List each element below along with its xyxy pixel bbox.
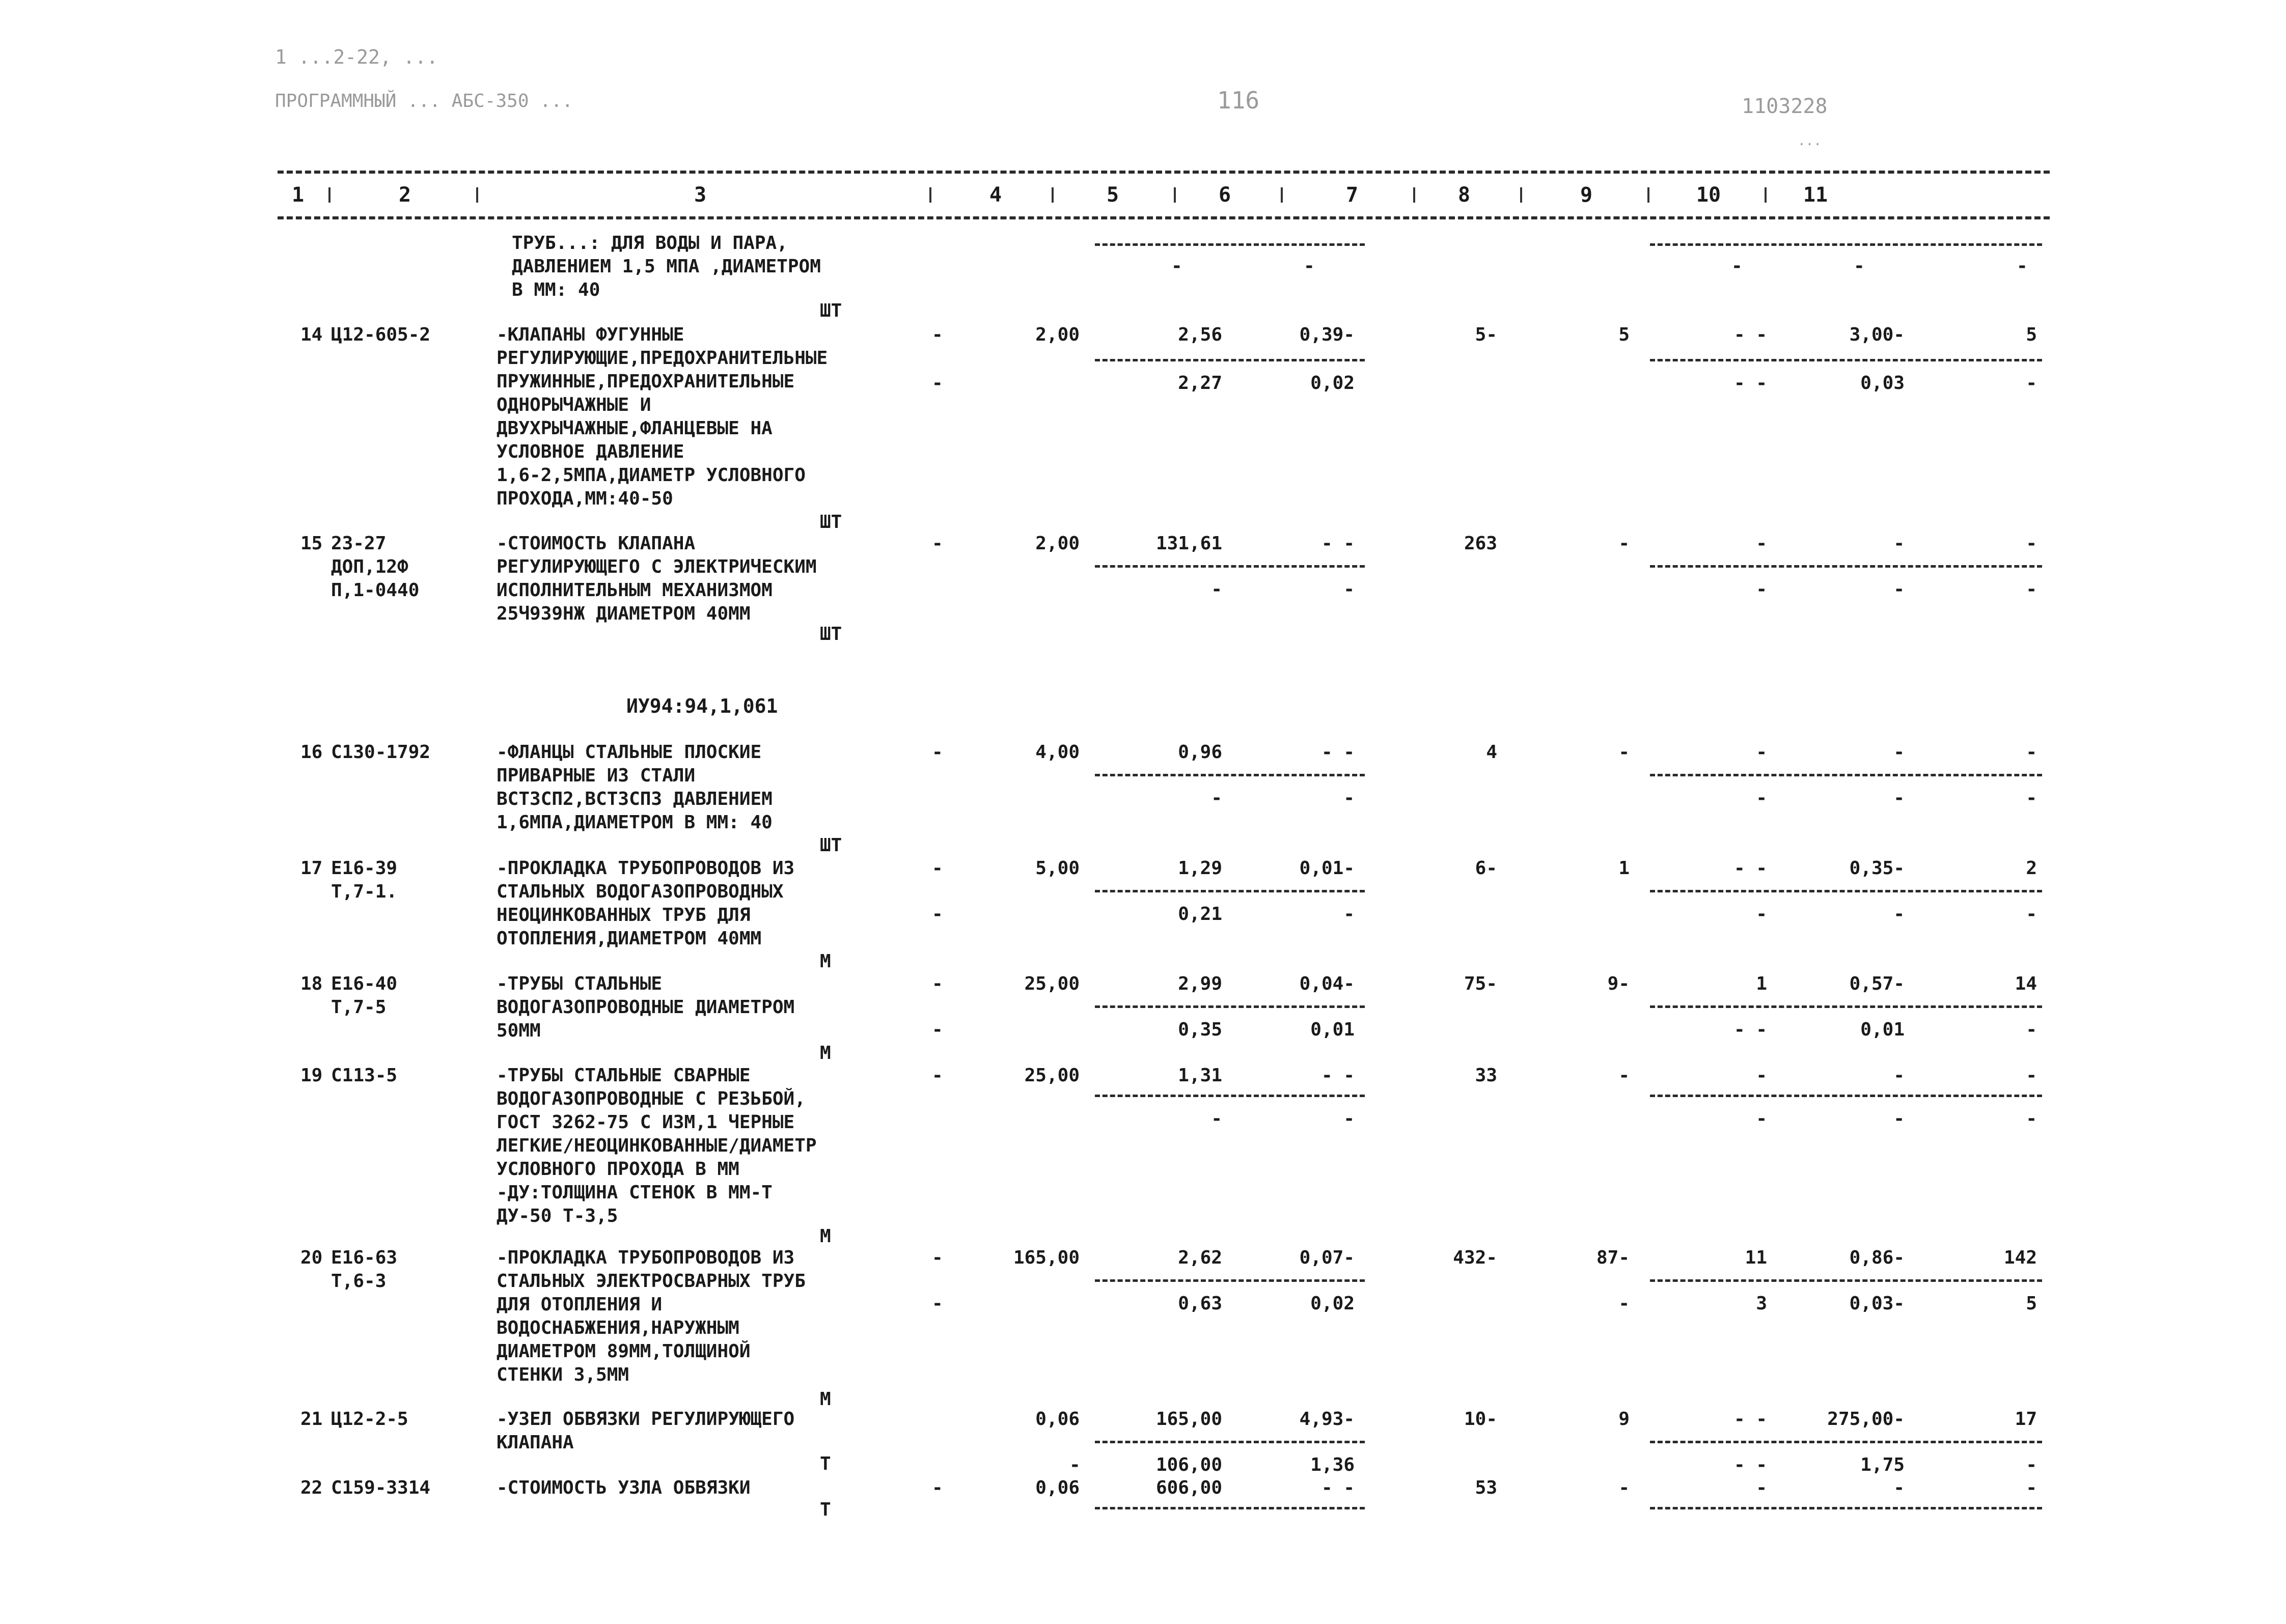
cell-c5a: 165,00 xyxy=(1155,1409,1222,1430)
cell-c11b: - xyxy=(2026,1108,2037,1129)
cell-c4a: - xyxy=(932,324,943,345)
col-head-5: 5 xyxy=(1106,183,1119,207)
cell-c8: - xyxy=(1618,742,1630,763)
row-unit: М xyxy=(820,1043,831,1063)
cell-c9b: - xyxy=(1731,256,1743,276)
col-head-7: 7 xyxy=(1345,183,1359,207)
row-unit: ШТ xyxy=(820,624,842,645)
cell-c5a: 2,99 xyxy=(1178,973,1222,994)
cell-c10b: 0,01 xyxy=(1860,1019,1905,1040)
column-header-row xyxy=(278,183,2050,209)
col-sep xyxy=(1413,187,1415,203)
cell-c4a: - xyxy=(932,1247,943,1268)
cell-c7: 53 xyxy=(1475,1477,1497,1498)
cell-c5a: 2,62 xyxy=(1178,1247,1222,1268)
col-head-1: 1 xyxy=(291,183,305,207)
row-name: -ТРУБЫ СТАЛЬНЫЕ ВОДОГАЗОПРОВОДНЫЕ ДИАМЕТРОМ 50ММ xyxy=(497,973,795,1041)
row-name: -ПРОКЛАДКА ТРУБОПРОВОДОВ ИЗ СТАЛЬНЫХ ВОДОГАЗОПРОВОДНЫХ НЕОЦИНКОВАННЫХ ТРУБ ДЛЯ ОТОПЛЕНИЯ,ДИАМЕТРОМ 40ММ xyxy=(497,858,795,949)
cell-c8: 9- xyxy=(1607,973,1630,994)
cell-c11b: - xyxy=(2026,1454,2037,1475)
subtotal-rule xyxy=(1095,1095,1365,1097)
row-number: 16 xyxy=(300,742,323,763)
cell-c11a: 14 xyxy=(2015,973,2037,994)
cell-c5a: 606,00 xyxy=(1155,1477,1222,1498)
subtotal-rule xyxy=(1650,774,2042,776)
row-code: С159-3314 xyxy=(331,1477,431,1498)
cell-c5a: 131,61 xyxy=(1155,533,1222,554)
subtotal-rule xyxy=(1095,774,1365,776)
cell-c11b: - xyxy=(2026,788,2037,808)
cell-c9b: - - xyxy=(1733,1454,1767,1475)
subtotal-rule xyxy=(1650,1005,2042,1008)
col-head-2: 2 xyxy=(398,183,411,207)
cell-c10b: - xyxy=(1893,579,1905,600)
cell-c5b: - xyxy=(1171,256,1182,276)
row-unit: ШТ xyxy=(820,300,842,321)
row-name: -КЛАПАНЫ ФУГУННЫЕ РЕГУЛИРУЮЩИЕ,ПРЕДОХРАНИТЕЛЬНЫЕ ПРУЖИННЫЕ,ПРЕДОХРАНИТЕЛЬНЫЕ ОДНОРЫЧАЖНЫЕ И ДВУХРЫЧАЖНЫЕ,ФЛАНЦЕВЫЕ НА УСЛОВНОЕ ДАВЛЕНИЕ 1,6-2,5МПА,ДИАМЕТР УСЛОВНОГО ПРОХОДА,ММ:40-50 xyxy=(497,324,828,509)
cell-c10a: 0,57- xyxy=(1849,973,1905,994)
cell-c8: 1 xyxy=(1618,858,1630,879)
row-code: Е16-40 Т,7-5 xyxy=(331,973,398,1018)
cell-c9b: - xyxy=(1756,904,1767,925)
cell-c4a: - xyxy=(932,858,943,879)
subtotal-rule xyxy=(1650,1507,2042,1509)
cell-quantity: 2,00 xyxy=(1035,533,1080,554)
cell-c11b: - xyxy=(2026,373,2037,394)
cell-c11a: - xyxy=(2026,1065,2037,1086)
cell-c7: 6- xyxy=(1475,858,1497,879)
cell-c6b: 0,02 xyxy=(1310,373,1355,394)
cell-c6b: 0,01 xyxy=(1310,1019,1355,1040)
col-head-9: 9 xyxy=(1580,183,1593,207)
cell-c10a: 0,35- xyxy=(1849,858,1905,879)
cell-c10b: - xyxy=(1893,788,1905,808)
cell-c9b: - xyxy=(1756,788,1767,808)
row-code: Е16-39 Т,7-1. xyxy=(331,858,398,902)
cell-c4a: - xyxy=(932,1477,943,1498)
cell-c11b: - xyxy=(2026,579,2037,600)
col-head-6: 6 xyxy=(1218,183,1231,207)
cell-quantity: 165,00 xyxy=(1013,1247,1080,1268)
row-code: С113-5 xyxy=(331,1065,398,1086)
row-unit: ШТ xyxy=(820,835,842,856)
row-unit: Т xyxy=(820,1499,831,1520)
cell-c10a: - xyxy=(1893,533,1905,554)
cell-c10a: 0,86- xyxy=(1849,1247,1905,1268)
cell-c11a: - xyxy=(2026,1477,2037,1498)
cell-c6b: - xyxy=(1304,256,1315,276)
cell-c10a: 275,00- xyxy=(1827,1409,1905,1430)
cell-quantity: 25,00 xyxy=(1024,1065,1080,1086)
cell-c9a: - - xyxy=(1733,858,1767,879)
cell-c4b: - xyxy=(932,373,943,394)
cell-c9a: 11 xyxy=(1745,1247,1767,1268)
cell-c5b: 0,35 xyxy=(1178,1019,1222,1040)
cell-c5b: - xyxy=(1211,579,1222,600)
cell-c4b: - xyxy=(932,1293,943,1314)
cell-c11a: 142 xyxy=(2003,1247,2037,1268)
subtotal-rule xyxy=(1650,1095,2042,1097)
cell-c8: 5 xyxy=(1618,324,1630,345)
col-head-4: 4 xyxy=(989,183,1002,207)
subtotal-rule xyxy=(1095,890,1365,892)
row-code: Е16-63 Т,6-3 xyxy=(331,1247,398,1292)
cell-c9a: 1 xyxy=(1756,973,1767,994)
cell-c5b: 106,00 xyxy=(1155,1454,1222,1475)
cell-c8: - xyxy=(1618,1065,1630,1086)
page-number: 116 xyxy=(1217,87,1260,114)
subtotal-rule xyxy=(1095,243,1365,246)
cell-c9a: - xyxy=(1756,1477,1767,1498)
cell-c5b: - xyxy=(1211,1108,1222,1129)
cell-c6b: 1,36 xyxy=(1310,1454,1355,1475)
cell-c11b: 5 xyxy=(2026,1293,2037,1314)
subtotal-rule xyxy=(1650,1279,2042,1282)
row-unit: ШТ xyxy=(820,512,842,533)
cell-c7: 432- xyxy=(1453,1247,1497,1268)
document-mark: ... xyxy=(1798,133,1822,149)
cell-c7: 33 xyxy=(1475,1065,1497,1086)
cell-c7: 5- xyxy=(1475,324,1497,345)
cell-c5b: 0,63 xyxy=(1178,1293,1222,1314)
cell-c4a: - xyxy=(932,1065,943,1086)
cell-c7: 10- xyxy=(1464,1409,1497,1430)
col-head-3: 3 xyxy=(694,183,707,207)
top-rule xyxy=(278,171,2050,174)
cell-c8: - xyxy=(1618,1477,1630,1498)
cell-c4b: - xyxy=(932,904,943,925)
col-head-8: 8 xyxy=(1457,183,1471,207)
cell-c4b: - xyxy=(932,1019,943,1040)
cell-c4a: - xyxy=(932,973,943,994)
row-unit: Т xyxy=(820,1453,831,1474)
col-sep xyxy=(476,187,478,203)
cell-c9a: - xyxy=(1756,1065,1767,1086)
cell-c11a: - xyxy=(2026,533,2037,554)
cell-c9b: 3 xyxy=(1756,1293,1767,1314)
col-sep xyxy=(929,187,931,203)
cell-c11a: - xyxy=(2026,742,2037,763)
cell-c10b: - xyxy=(1893,904,1905,925)
row-name: -ПРОКЛАДКА ТРУБОПРОВОДОВ ИЗ СТАЛЬНЫХ ЭЛЕКТРОСВАРНЫХ ТРУБ ДЛЯ ОТОПЛЕНИЯ И ВОДОСНАБЖЕНИЯ,НАРУЖНЫМ ДИАМЕТРОМ 89ММ,ТОЛЩИНОЙ СТЕНКИ 3,5ММ xyxy=(497,1247,806,1385)
subtotal-rule xyxy=(1095,1441,1365,1443)
col-sep xyxy=(1174,187,1176,203)
cell-quantity: 25,00 xyxy=(1024,973,1080,994)
row-unit: М xyxy=(820,951,831,972)
cell-c8: - xyxy=(1618,533,1630,554)
subtotal-rule xyxy=(1650,565,2042,568)
row-code: Ц12-605-2 xyxy=(331,324,431,345)
cell-c4b: - xyxy=(1069,1454,1081,1475)
subtotal-rule xyxy=(1095,1005,1365,1008)
subtotal-rule xyxy=(1095,359,1365,361)
cell-c9a: - xyxy=(1756,533,1767,554)
cell-c5a: 1,31 xyxy=(1178,1065,1222,1086)
row-number: 22 xyxy=(300,1477,323,1498)
section-mark: ИУ94:94,1,061 xyxy=(626,695,778,717)
cell-c6b: 0,02 xyxy=(1310,1293,1355,1314)
subtotal-rule xyxy=(1650,243,2042,246)
subtotal-rule xyxy=(1095,1279,1365,1282)
cell-c6a: 4,93- xyxy=(1299,1409,1355,1430)
cell-c6a: - - xyxy=(1321,1477,1355,1498)
cell-c11a: 2 xyxy=(2026,858,2037,879)
header-bottom-rule xyxy=(278,216,2050,219)
cell-c10b: 1,75 xyxy=(1860,1454,1905,1475)
subtotal-rule xyxy=(1650,1441,2042,1443)
cell-c9b: - xyxy=(1756,1108,1767,1129)
cell-c6b: - xyxy=(1343,788,1355,808)
cell-c4a: - xyxy=(932,742,943,763)
row-code: Ц12-2-5 xyxy=(331,1409,408,1430)
row-name: -СТОИМОСТЬ УЗЛА ОБВЯЗКИ xyxy=(497,1477,751,1498)
cell-c6a: 0,39- xyxy=(1299,324,1355,345)
row-name: -УЗЕЛ ОБВЯЗКИ РЕГУЛИРУЮЩЕГО КЛАПАНА xyxy=(497,1409,795,1453)
cell-c11b: - xyxy=(2017,256,2028,276)
header-line-1: 1 ...2-22, ... xyxy=(275,46,438,68)
cell-c10b: 0,03- xyxy=(1849,1293,1905,1314)
col-sep xyxy=(328,187,330,203)
cell-quantity: 2,00 xyxy=(1035,324,1080,345)
cell-c10b: - xyxy=(1854,256,1865,276)
cell-c7: 75- xyxy=(1464,973,1497,994)
cell-c8: 87- xyxy=(1596,1247,1630,1268)
subtotal-rule xyxy=(1095,565,1365,568)
cell-c6a: 0,04- xyxy=(1299,973,1355,994)
header-line-2: ПРОГРАММНЫЙ ... АБС-350 ... xyxy=(275,91,573,111)
cell-quantity: 0,06 xyxy=(1035,1409,1080,1430)
cell-c6b: - xyxy=(1343,904,1355,925)
cell-c5a: 0,96 xyxy=(1178,742,1222,763)
cell-c10a: - xyxy=(1893,1065,1905,1086)
cell-c8: 9 xyxy=(1618,1409,1630,1430)
row-number: 14 xyxy=(300,324,323,345)
row-number: 20 xyxy=(300,1247,323,1268)
cell-c6a: - - xyxy=(1321,742,1355,763)
row-name: -СТОИМОСТЬ КЛАПАНА РЕГУЛИРУЮЩЕГО С ЭЛЕКТРИЧЕСКИМ ИСПОЛНИТЕЛЬНЫМ МЕХАНИЗМОМ 25Ч939НЖ ДИАМЕТРОМ 40ММ xyxy=(497,533,817,624)
cell-c9b: - xyxy=(1756,579,1767,600)
col-sep xyxy=(1647,187,1649,203)
cell-c6a: - - xyxy=(1321,533,1355,554)
col-head-10: 10 xyxy=(1696,183,1721,207)
cell-c9b: - - xyxy=(1733,373,1767,394)
cell-c5b: 2,27 xyxy=(1178,373,1222,394)
cell-quantity: 4,00 xyxy=(1035,742,1080,763)
row-number: 21 xyxy=(300,1409,323,1430)
cell-c6a: 0,07- xyxy=(1299,1247,1355,1268)
cell-c4a: - xyxy=(932,533,943,554)
cell-c8b: - xyxy=(1618,1293,1630,1314)
cell-c10a: 3,00- xyxy=(1849,324,1905,345)
row-code: 23-27 ДОП,12Ф П,1-0440 xyxy=(331,533,420,601)
row-unit: М xyxy=(820,1389,831,1410)
subtotal-rule xyxy=(1650,359,2042,361)
cell-c6a: - - xyxy=(1321,1065,1355,1086)
cell-c7: 4 xyxy=(1486,742,1497,763)
col-head-11: 11 xyxy=(1803,183,1828,207)
col-sep xyxy=(1052,187,1054,203)
cell-c5a: 2,56 xyxy=(1178,324,1222,345)
row-name: -ТРУБЫ СТАЛЬНЫЕ СВАРНЫЕ ВОДОГАЗОПРОВОДНЫЕ С РЕЗЬБОЙ, ГОСТ 3262-75 С ИЗМ,1 ЧЕРНЫЕ ЛЕГКИЕ/НЕОЦИНКОВАННЫЕ/ДИАМЕТР УСЛОВНОГО ПРОХОДА В ММ -ДУ:ТОЛЩИНА СТЕНОК В ММ-Т ДУ-50 Т-3,5 xyxy=(497,1065,817,1226)
cell-c7: 263 xyxy=(1464,533,1497,554)
row-unit: М xyxy=(820,1226,831,1247)
cell-c11b: - xyxy=(2026,904,2037,925)
cell-quantity: 5,00 xyxy=(1035,858,1080,879)
subtotal-rule xyxy=(1095,1507,1365,1509)
cell-c10a: - xyxy=(1893,742,1905,763)
cell-c11a: 5 xyxy=(2026,324,2037,345)
row-number: 19 xyxy=(300,1065,323,1086)
cell-c9a: - xyxy=(1756,742,1767,763)
cell-c11a: 17 xyxy=(2015,1409,2037,1430)
cell-c6b: - xyxy=(1343,579,1355,600)
cell-c9a: - - xyxy=(1733,1409,1767,1430)
row-name: -ФЛАНЦЫ СТАЛЬНЫЕ ПЛОСКИЕ ПРИВАРНЫЕ ИЗ СТАЛИ ВСТ3СП2,ВСТ3СП3 ДАВЛЕНИЕМ 1,6МПА,ДИАМЕТРОМ В ММ: 40 xyxy=(497,742,773,833)
cell-c9b: - - xyxy=(1733,1019,1767,1040)
row-number: 17 xyxy=(300,858,323,879)
cell-quantity: 0,06 xyxy=(1035,1477,1080,1498)
subtotal-rule xyxy=(1650,890,2042,892)
cell-c5a: 1,29 xyxy=(1178,858,1222,879)
row-name: ТРУБ...: ДЛЯ ВОДЫ И ПАРА, ДАВЛЕНИЕМ 1,5 МПА ,ДИАМЕТРОМ В ММ: 40 xyxy=(512,233,821,300)
cell-c9a: - - xyxy=(1733,324,1767,345)
cell-c10a: - xyxy=(1893,1477,1905,1498)
cell-c10b: - xyxy=(1893,1108,1905,1129)
cell-c6a: 0,01- xyxy=(1299,858,1355,879)
row-code: С130-1792 xyxy=(331,742,431,763)
cell-c11b: - xyxy=(2026,1019,2037,1040)
row-number: 15 xyxy=(300,533,323,554)
col-sep xyxy=(1765,187,1767,203)
col-sep xyxy=(1520,187,1522,203)
cell-c5b: - xyxy=(1211,788,1222,808)
cell-c10b: 0,03 xyxy=(1860,373,1905,394)
cell-c6b: - xyxy=(1343,1108,1355,1129)
document-code: 1103228 xyxy=(1742,95,1828,118)
col-sep xyxy=(1281,187,1283,203)
cell-c5b: 0,21 xyxy=(1178,904,1222,925)
row-number: 18 xyxy=(300,973,323,994)
